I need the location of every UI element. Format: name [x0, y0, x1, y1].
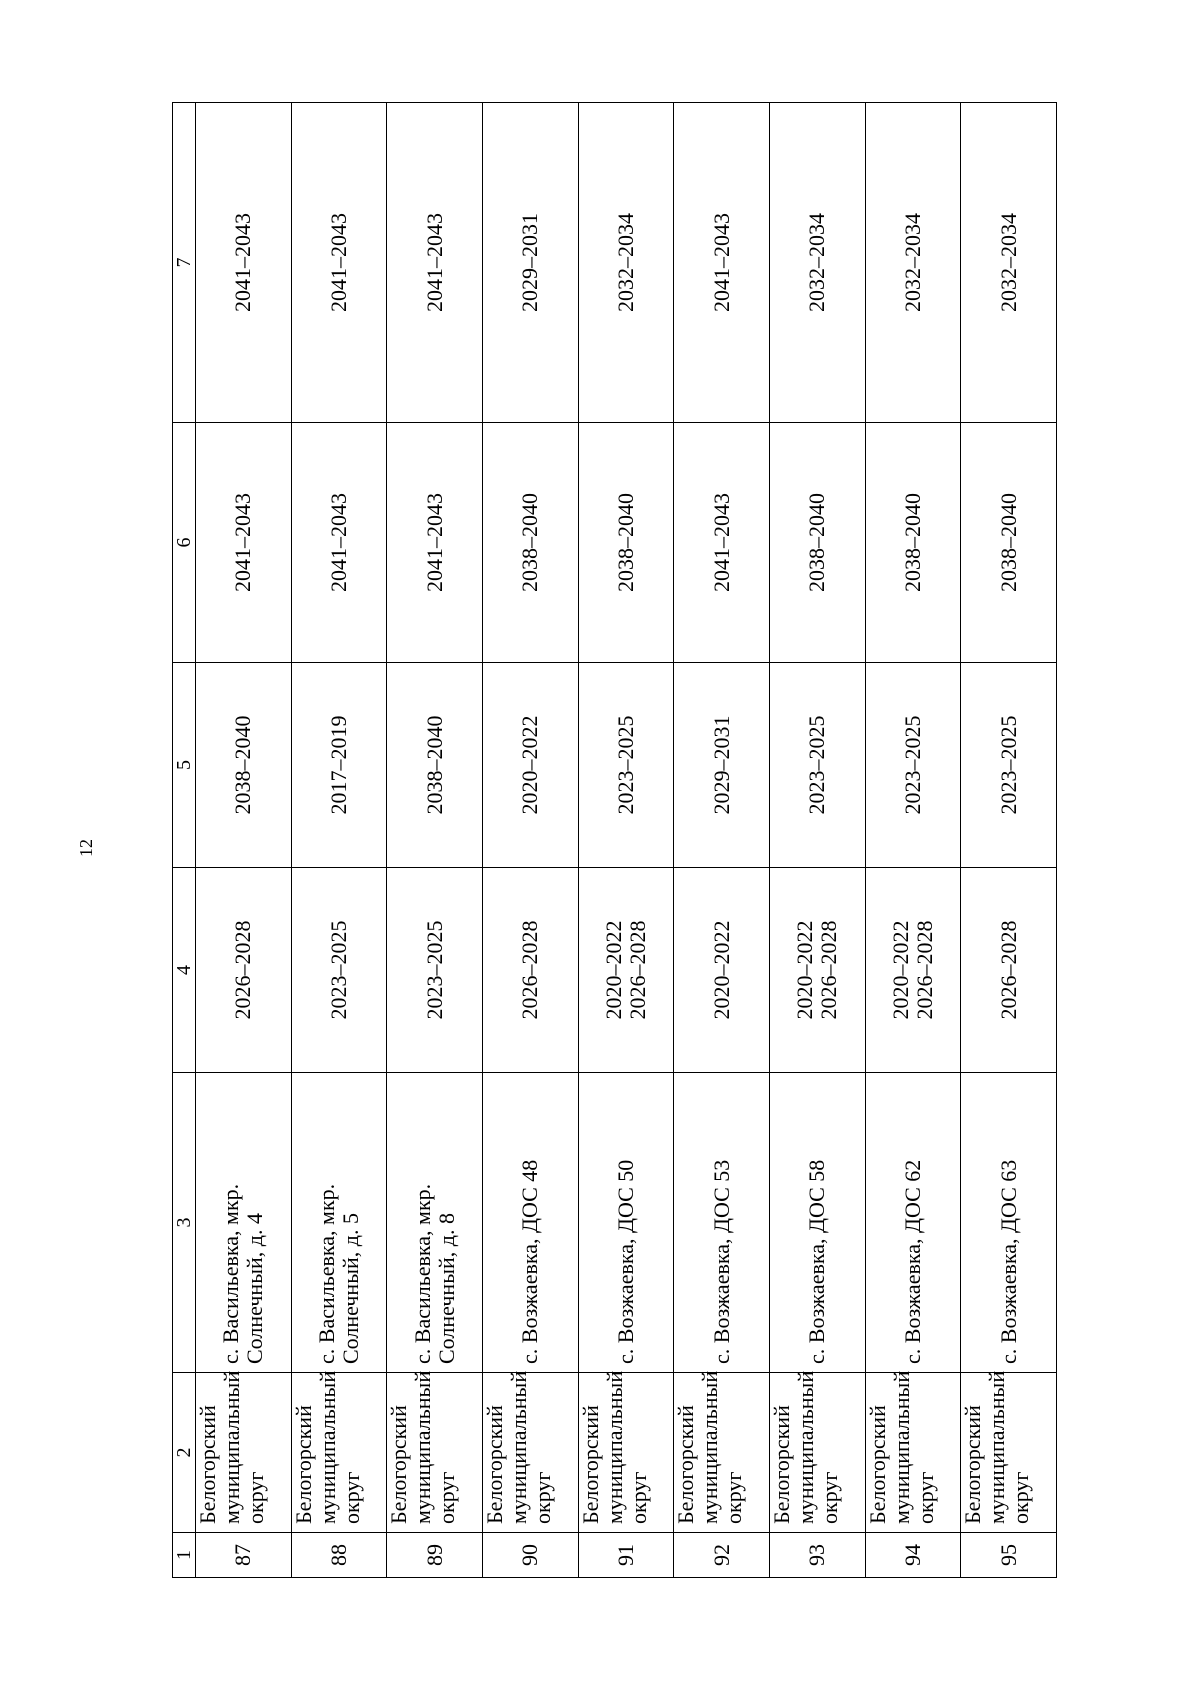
- district-cell: Белогорский муниципальный округ: [674, 1373, 770, 1533]
- address-cell: с. Васильевка, мкр. Солнечный, д. 5: [291, 1073, 387, 1373]
- table-row: [865, 103, 961, 1578]
- row-number: 88: [291, 1533, 387, 1578]
- district-cell: Белогорский муниципальный округ: [578, 1373, 674, 1533]
- column-header: 7: [173, 103, 196, 423]
- district-cell: Белогорский муниципальный округ: [291, 1373, 387, 1533]
- period-col5-cell: 2029–2031: [674, 663, 770, 868]
- district-cell: Белогорский муниципальный округ: [865, 1373, 961, 1533]
- period-col5-cell: 2017–2019: [291, 663, 387, 868]
- header-row: [173, 103, 196, 1578]
- period-col4-cell: 2026–2028: [961, 868, 1057, 1073]
- period-col4-cell: 2026–2028: [482, 868, 578, 1073]
- period-col7-cell: 2032–2034: [769, 103, 865, 423]
- address-cell: с. Возжаевка, ДОС 50: [578, 1073, 674, 1373]
- period-col4-cell: 2020–2022: [674, 868, 770, 1073]
- page-number: 12: [76, 839, 96, 857]
- district-cell: Белогорский муниципальный округ: [196, 1373, 292, 1533]
- address-cell: с. Возжаевка, ДОС 53: [674, 1073, 770, 1373]
- district-cell: Белогорский муниципальный округ: [961, 1373, 1057, 1533]
- row-number: 87: [196, 1533, 292, 1578]
- schedule-table: [172, 102, 1057, 1578]
- table-row: [769, 103, 865, 1578]
- address-cell: с. Возжаевка, ДОС 63: [961, 1073, 1057, 1373]
- address-cell: с. Возжаевка, ДОС 48: [482, 1073, 578, 1373]
- period-col4-cell: 2023–2025: [387, 868, 483, 1073]
- period-col6-cell: 2038–2040: [961, 423, 1057, 663]
- row-number: 92: [674, 1533, 770, 1578]
- table-row: [578, 103, 674, 1578]
- period-col6-cell: 2041–2043: [387, 423, 483, 663]
- period-col5-cell: 2023–2025: [578, 663, 674, 868]
- address-cell: с. Возжаевка, ДОС 58: [769, 1073, 865, 1373]
- column-header: 1: [173, 1533, 196, 1578]
- address-cell: с. Возжаевка, ДОС 62: [865, 1073, 961, 1373]
- district-cell: Белогорский муниципальный округ: [482, 1373, 578, 1533]
- period-col6-cell: 2038–2040: [769, 423, 865, 663]
- rotated-table-container: [172, 103, 1057, 1578]
- column-header: 2: [173, 1373, 196, 1533]
- period-col5-cell: 2038–2040: [387, 663, 483, 868]
- row-number: 93: [769, 1533, 865, 1578]
- row-number: 94: [865, 1533, 961, 1578]
- period-col7-cell: 2032–2034: [578, 103, 674, 423]
- address-cell: с. Васильевка, мкр. Солнечный, д. 8: [387, 1073, 483, 1373]
- period-col6-cell: 2041–2043: [196, 423, 292, 663]
- period-col7-cell: 2041–2043: [674, 103, 770, 423]
- period-col5-cell: 2038–2040: [196, 663, 292, 868]
- row-number: 91: [578, 1533, 674, 1578]
- address-cell: с. Васильевка, мкр. Солнечный, д. 4: [196, 1073, 292, 1373]
- table-row: [961, 103, 1057, 1578]
- period-col7-cell: 2041–2043: [387, 103, 483, 423]
- period-col4-cell: 2020–2022 2026–2028: [578, 868, 674, 1073]
- table-row: [291, 103, 387, 1578]
- row-number: 89: [387, 1533, 483, 1578]
- period-col7-cell: 2032–2034: [961, 103, 1057, 423]
- table-row: [482, 103, 578, 1578]
- period-col5-cell: 2023–2025: [961, 663, 1057, 868]
- column-header: 6: [173, 423, 196, 663]
- period-col6-cell: 2038–2040: [865, 423, 961, 663]
- period-col5-cell: 2020–2022: [482, 663, 578, 868]
- period-col5-cell: 2023–2025: [769, 663, 865, 868]
- table-row: [674, 103, 770, 1578]
- column-header: 5: [173, 663, 196, 868]
- period-col4-cell: 2026–2028: [196, 868, 292, 1073]
- period-col6-cell: 2041–2043: [291, 423, 387, 663]
- period-col7-cell: 2041–2043: [291, 103, 387, 423]
- district-cell: Белогорский муниципальный округ: [387, 1373, 483, 1533]
- table-row: [387, 103, 483, 1578]
- period-col4-cell: 2020–2022 2026–2028: [865, 868, 961, 1073]
- period-col5-cell: 2023–2025: [865, 663, 961, 868]
- row-number: 95: [961, 1533, 1057, 1578]
- district-cell: Белогорский муниципальный округ: [769, 1373, 865, 1533]
- period-col4-cell: 2020–2022 2026–2028: [769, 868, 865, 1073]
- row-number: 90: [482, 1533, 578, 1578]
- period-col7-cell: 2029–2031: [482, 103, 578, 423]
- period-col6-cell: 2038–2040: [482, 423, 578, 663]
- column-header: 3: [173, 1073, 196, 1373]
- period-col7-cell: 2032–2034: [865, 103, 961, 423]
- period-col4-cell: 2023–2025: [291, 868, 387, 1073]
- column-header: 4: [173, 868, 196, 1073]
- period-col7-cell: 2041–2043: [196, 103, 292, 423]
- table-row: [196, 103, 292, 1578]
- period-col6-cell: 2041–2043: [674, 423, 770, 663]
- period-col6-cell: 2038–2040: [578, 423, 674, 663]
